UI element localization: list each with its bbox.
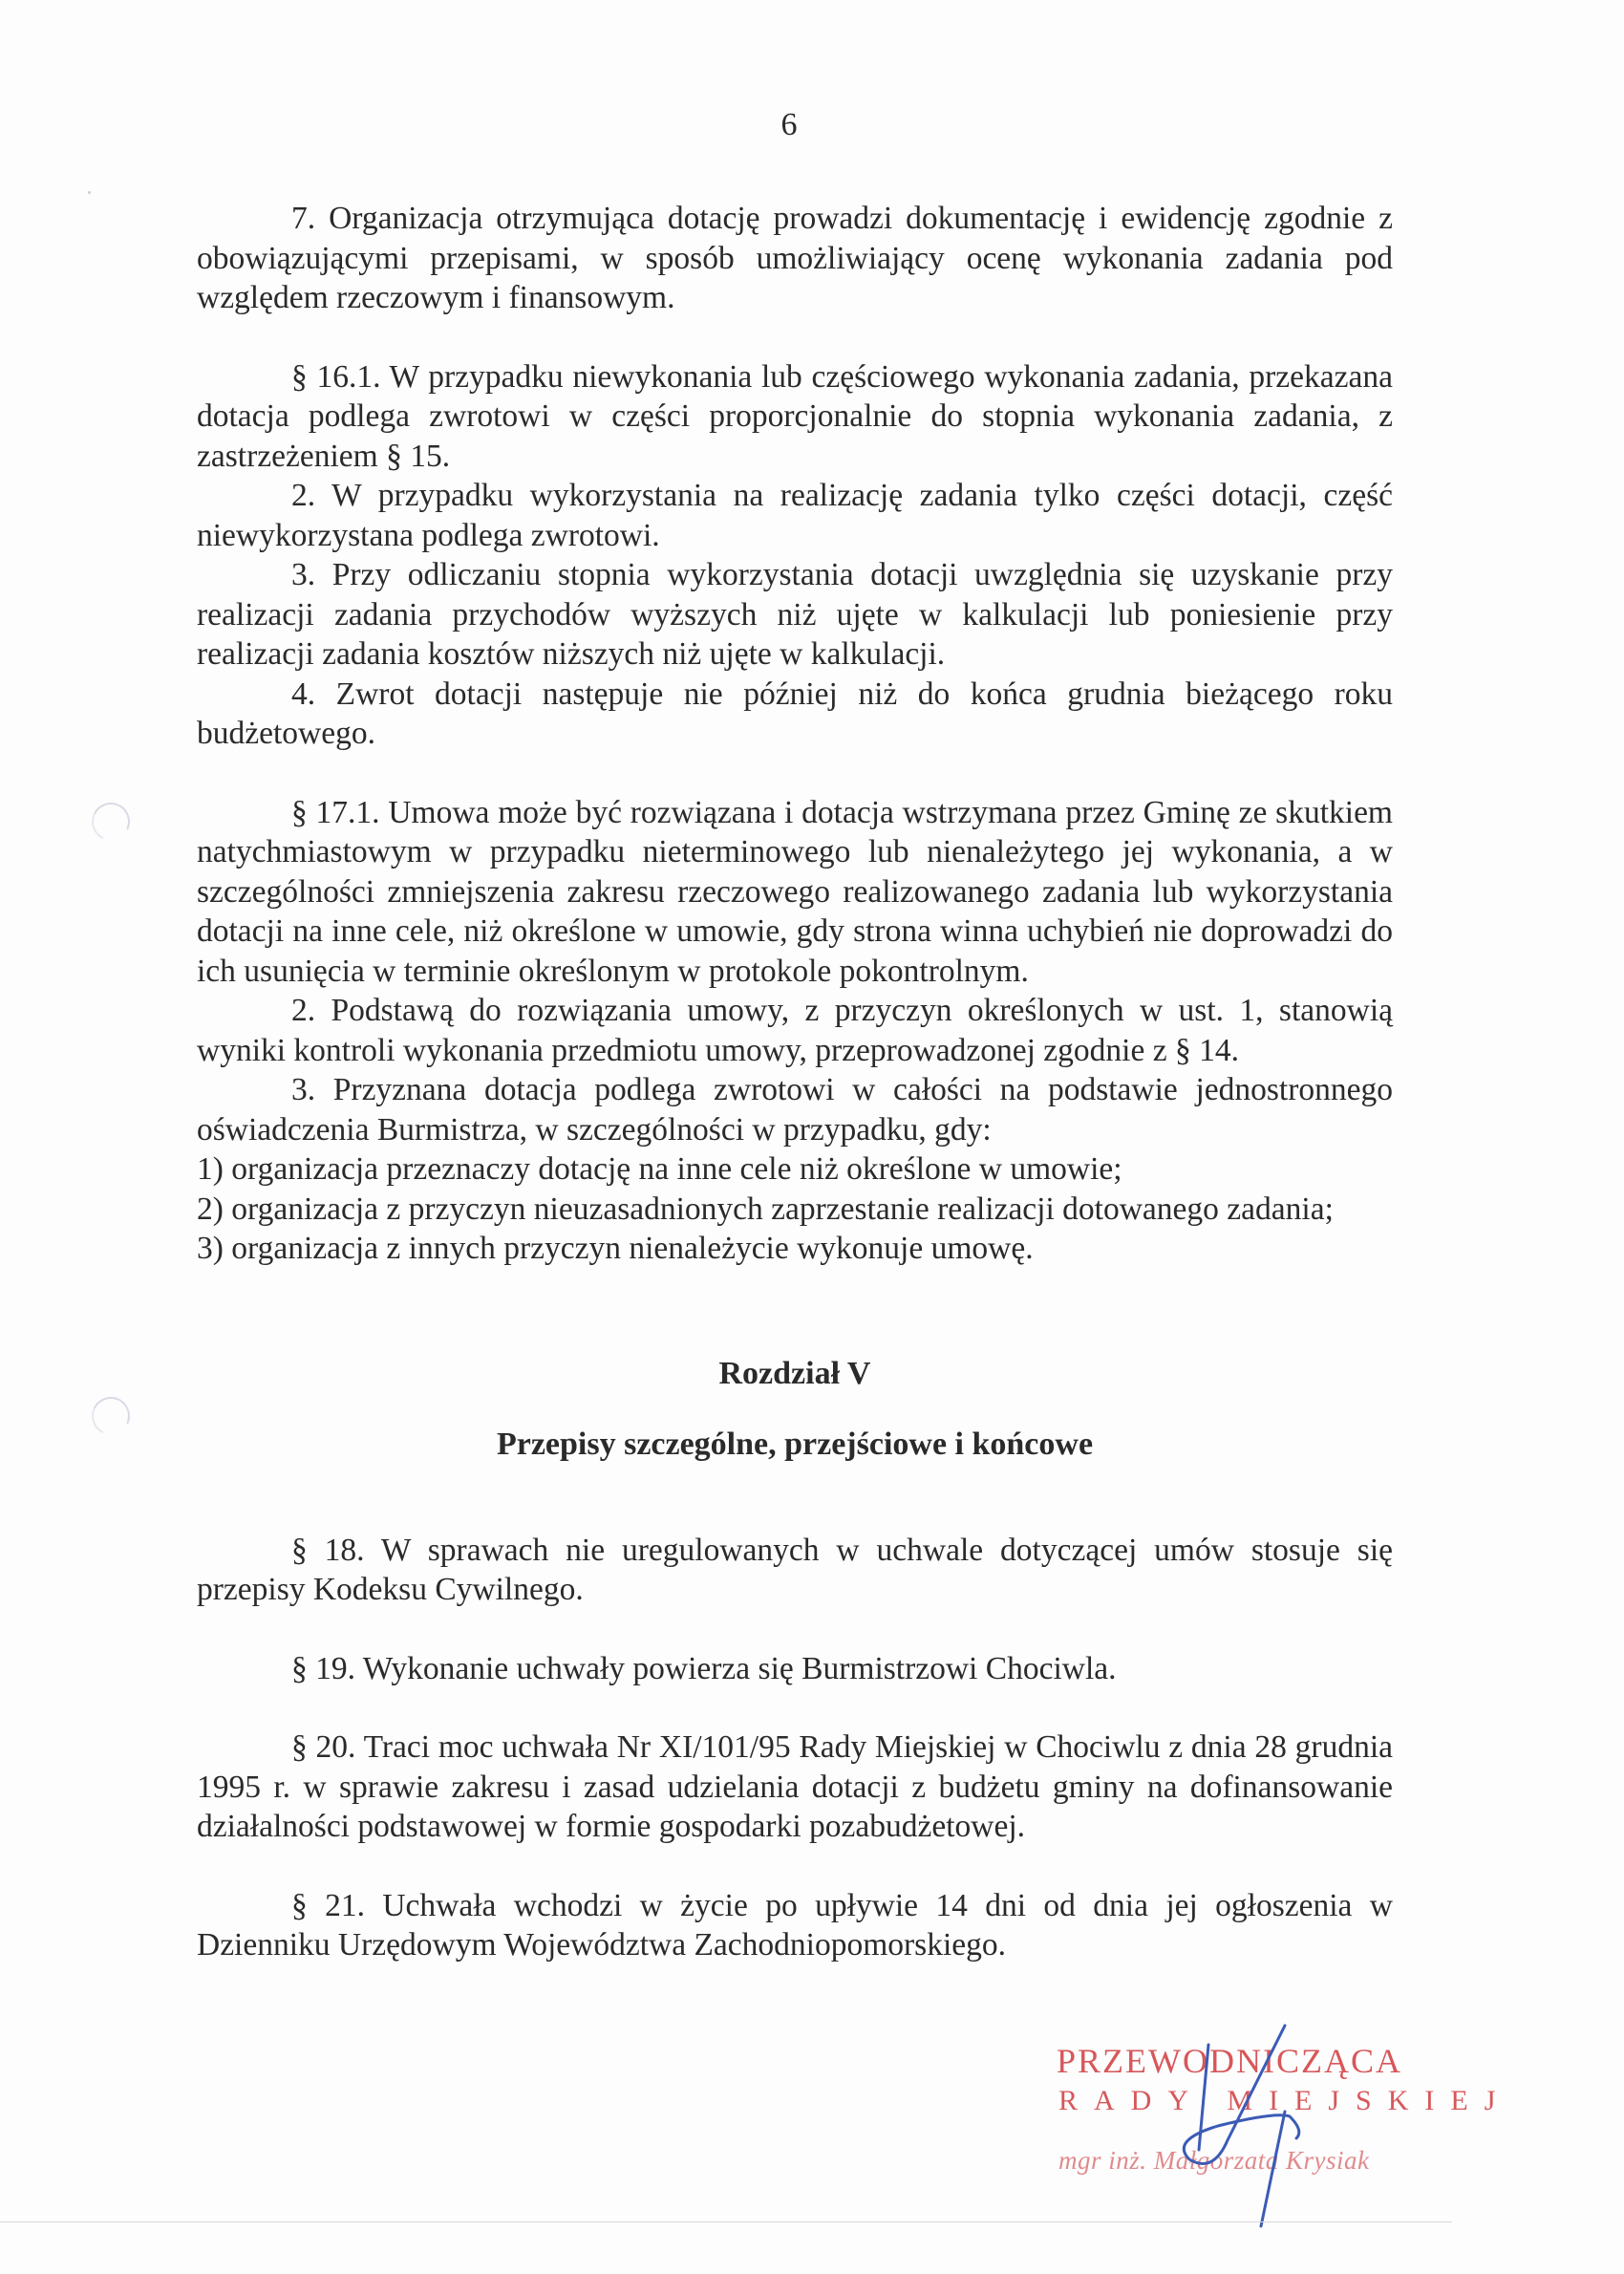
stamp-title: PRZEWODNICZĄCA xyxy=(1057,2042,1402,2080)
paragraph-21: § 21. Uchwała wchodzi w życie po upływie 14 dni od dnia jej ogłoszenia w Dzienniku Urzędowym Województwa Zachodniopomorskiego. xyxy=(197,1887,1393,1963)
paragraph-17-2: 2. Podstawą do rozwiązania umowy, z przyczyn określonych w ust. 1, stanowią wyniki kontroli wykonania przedmiotu umowy, przeprowadzonej zgodnie z § 14. xyxy=(197,993,1393,1068)
paragraph-19: § 19. Wykonanie uchwały powierza się Burmistrzowi Chociwla. xyxy=(291,1650,1117,1686)
paragraph-18: § 18. W sprawach nie uregulowanych w uchwale dotyczącej umów stosuje się przepisy Kodeksu Cywilnego. xyxy=(197,1532,1393,1607)
paragraph-15-7: 7. Organizacja otrzymująca dotację prowadzi dokumentację i ewidencję zgodnie z obowiązującymi przepisami, w sposób umożliwiający ocenę wykonania zadania pod względem rzeczowym i finansowym. xyxy=(197,201,1393,315)
paragraph-16-3: 3. Przy odliczaniu stopnia wykorzystania dotacji uwzględnia się uzyskanie przy realizacji zadania przychodów wyższych niż ujęte w kalkulacji lub poniesienie przy realizacji zadania kosztów niższych niż ujęte w kalkulacji. xyxy=(197,557,1393,672)
paragraph-20: § 20. Traci moc uchwała Nr XI/101/95 Rady Miejskiej w Chociwlu z dnia 28 grudnia 1995 r. w sprawie zakresu i zasad udzielania dotacji z budżetu gminy na dofinansowanie działalności podstawowej w formie gospodarki pozabudżetowej. xyxy=(197,1729,1393,1844)
scan-speck xyxy=(88,191,91,194)
stamp-council: RADY MIEJSKIEJ xyxy=(1058,2085,1512,2116)
hole-punch-mark-lower xyxy=(86,1391,135,1440)
scan-edge-line xyxy=(0,2221,1452,2222)
handwritten-signature xyxy=(1170,2006,1342,2236)
paragraph-16-2: 2. W przypadku wykorzystania na realizację zadania tylko części dotacji, część niewykorzystana podlega zwrotowi. xyxy=(197,478,1393,553)
paragraph-16-4: 4. Zwrot dotacji następuje nie później niż do końca grudnia bieżącego roku budżetowego. xyxy=(197,676,1393,751)
stamp-signatory-name: mgr inż. Małgorzata Krysiak xyxy=(1058,2146,1370,2175)
document-body xyxy=(197,199,1393,1965)
hole-punch-mark-upper xyxy=(86,797,135,846)
chapter-title: Rozdział V xyxy=(718,1355,871,1391)
list-item-17-3-1: 1) organizacja przeznaczy dotację na inne cele niż określone w umowie; xyxy=(197,1151,1122,1187)
paragraph-17-1: § 17.1. Umowa może być rozwiązana i dotacja wstrzymana przez Gminę ze skutkiem natychmiastowym w przypadku nieterminowego lub nienależytego jej wykonania, a w szczególności zmniejszenia zakresu rzeczowego realizowanego zadania lub wykorzystania dotacji na inne cele, niż określone w umowie, gdy strona winna uchybień nie doprowadzi do ich usunięcia w terminie określonym w protokole pokontrolnym. xyxy=(197,794,1393,989)
list-item-17-3-2: 2) organizacja z przyczyn nieuzasadnionych zaprzestanie realizacji dotowanego zadania; xyxy=(197,1191,1334,1227)
paragraph-17-3: 3. Przyznana dotacja podlega zwrotowi w całości na podstawie jednostronnego oświadczenia Burmistrza, w szczególności w przypadku, gdy: xyxy=(197,1072,1393,1148)
page-number: 6 xyxy=(780,107,798,142)
list-item-17-3-3: 3) organizacja z innych przyczyn nienależycie wykonuje umowę. xyxy=(197,1231,1034,1266)
chapter-subtitle: Przepisy szczególne, przejściowe i końcowe xyxy=(496,1426,1094,1462)
paragraph-16-1: § 16.1. W przypadku niewykonania lub częściowego wykonania zadania, przekazana dotacja podlega zwrotowi w części proporcjonalnie do stopnia wykonania zadania, z zastrzeżeniem § 15. xyxy=(197,358,1393,474)
